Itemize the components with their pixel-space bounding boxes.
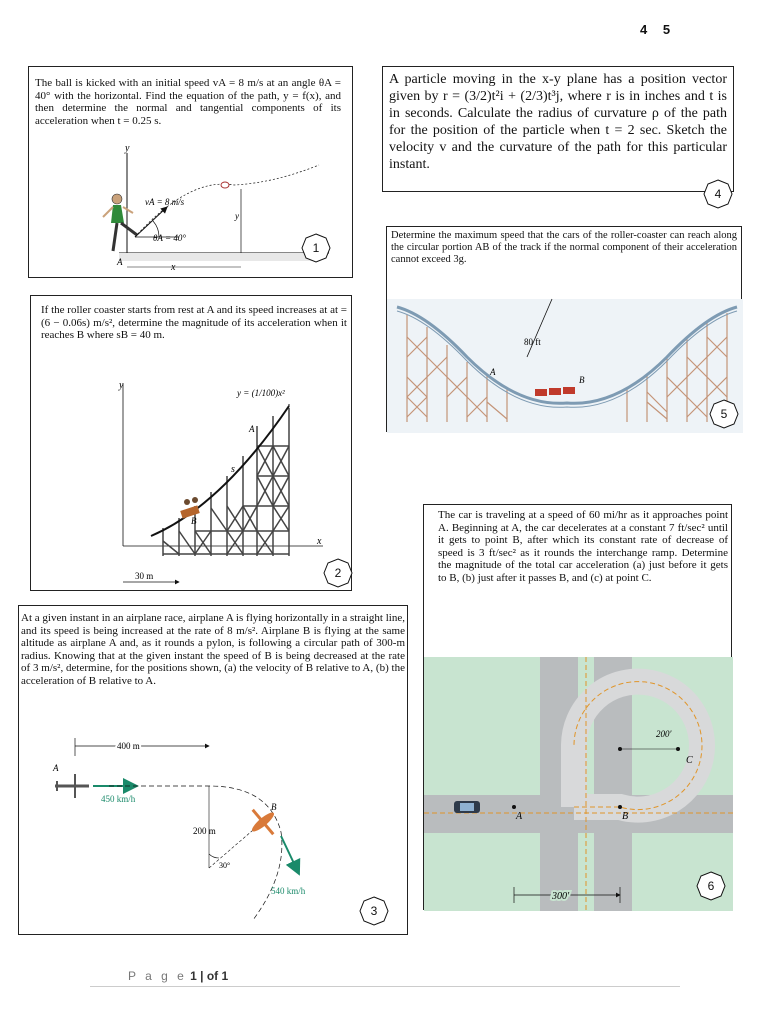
p3-point-a: A (53, 763, 59, 773)
p6-point-b: B (622, 811, 629, 822)
p5-point-b: B (579, 375, 585, 385)
p3-d200-label: 200 m (193, 826, 216, 836)
problem-3-text: At a given instant in an airplane race, airplane A is flying horizontally in a straight line, and its speed is being increased at the rate of 8 m/s². Airplane B is flying at the same altitude as airplane A and, as it rounds a pylon, is following a circular path of 300-m radius. Knowing that at the given instant the speed of B is being decreased at the rate of 3 m/s², determine, for the positions shown, (a) the velocity of B relative to A, (b) the acceleration of B relative to A. (21, 612, 405, 687)
problem-4-number-badge: 4 (703, 179, 733, 209)
problem-3-panel (18, 605, 408, 935)
page-header-numbers: 4 5 (640, 22, 677, 37)
problem-1-panel (28, 66, 353, 278)
problem-6-panel (423, 504, 732, 910)
p1-point-a: A (117, 257, 123, 267)
p3-velocity-b-arrow (281, 836, 299, 874)
p3-d400-label: 400 m (117, 741, 140, 751)
p3-point-b: B (271, 802, 277, 812)
p2-curve-label: y = (1/100)x² (237, 388, 285, 398)
problem-5-figure (387, 227, 743, 433)
p3-vb-label: 540 km/h (271, 886, 306, 896)
problem-2-number-badge: 2 (323, 558, 353, 588)
problem-5-text: Determine the maximum speed that the cars of the roller-coaster can reach along the circular portion AB of the track if the normal component of their acceleration cannot exceed 3g. (391, 230, 737, 265)
problem-5-number-badge: 5 (709, 399, 739, 429)
p1-angle-label: θA = 40° (153, 233, 186, 243)
problem-6-number-badge: 6 (696, 871, 726, 901)
problem-2-panel (30, 295, 352, 591)
p2-x-label: x (317, 536, 322, 547)
page-footer (128, 969, 228, 983)
coaster-car-icon (180, 497, 200, 519)
problem-6-figure (424, 505, 733, 911)
p1-y-dim: y (235, 211, 239, 221)
p2-point-a: A (249, 424, 255, 434)
p1-velocity-label: vA = 8 m/s (145, 197, 185, 207)
p6-point-a: A (516, 811, 523, 822)
problem-4-text: A particle moving in the x-y plane has a position vector given by r = (3/2)t²i + (2/3)t³j, where r is in inches and t is in seconds. Calculate the radius of curvature ρ of the path for the position of the particle when t = 2 sec. Sketch the velocity v and the curvature of the path for this particular instant. (389, 72, 727, 172)
p1-y-label: y (125, 143, 130, 154)
p1-x-dim: x (171, 262, 176, 273)
p2-track (151, 406, 289, 536)
problem-3-number-badge: 3 (359, 896, 389, 926)
car-icon (454, 801, 480, 813)
problem-2-text: If the roller coaster starts from rest at A and its speed increases at at = (6 − 0.06s) m/s², determine the magnitude of its acceleration when it reaches B where sB = 40 m. (41, 304, 347, 341)
problem-5-panel (386, 226, 742, 432)
airplane-b-icon (242, 801, 284, 844)
p2-y-label: y (119, 380, 124, 391)
p3-angle-label: 30° (219, 861, 231, 870)
p3-va-label: 450 km/h (101, 794, 136, 804)
footer-divider (90, 986, 680, 987)
footer-page-info: 1 | of 1 (190, 969, 229, 983)
problem-3-figure (19, 606, 409, 936)
p2-point-b: B (191, 516, 197, 526)
p6-radius-label: 200′ (656, 729, 672, 739)
problem-1-number-badge: 1 (301, 233, 331, 263)
problem-4-panel (382, 66, 734, 201)
p5-radius-label: 80 ft (524, 337, 541, 347)
footer-page-word: P a g e (128, 969, 187, 983)
p2-s-label: s (231, 464, 235, 475)
problem-6-text: The car is traveling at a speed of 60 mi/hr as it approaches point A. Beginning at A, the car decelerates at a constant 7 ft/sec² until it gets to point B, after which its constant rate of decrease of speed is 3 ft/sec² as it rounds the interchange ramp. Determine the magnitude of the total car acceleration (a) just before it gets to B, (b) just after it passes B, and (c) at point C. (438, 509, 728, 584)
problem-1-text: The ball is kicked with an initial speed vA = 8 m/s at an angle θA = 40° with the horizontal. Find the equation of the path, y = f(x), and then determine the normal and tangential components of its acceleration when t = 0.25 s. (35, 77, 341, 127)
p6-dim-label: 300′ (552, 891, 570, 902)
airplane-a-icon (55, 774, 89, 798)
problem-2-figure (31, 296, 353, 592)
ball-icon (221, 182, 229, 188)
p2-dim-label: 30 m (135, 571, 154, 581)
p6-point-c: C (686, 755, 693, 766)
p5-point-a: A (490, 367, 496, 377)
kicker-figure (103, 194, 137, 251)
